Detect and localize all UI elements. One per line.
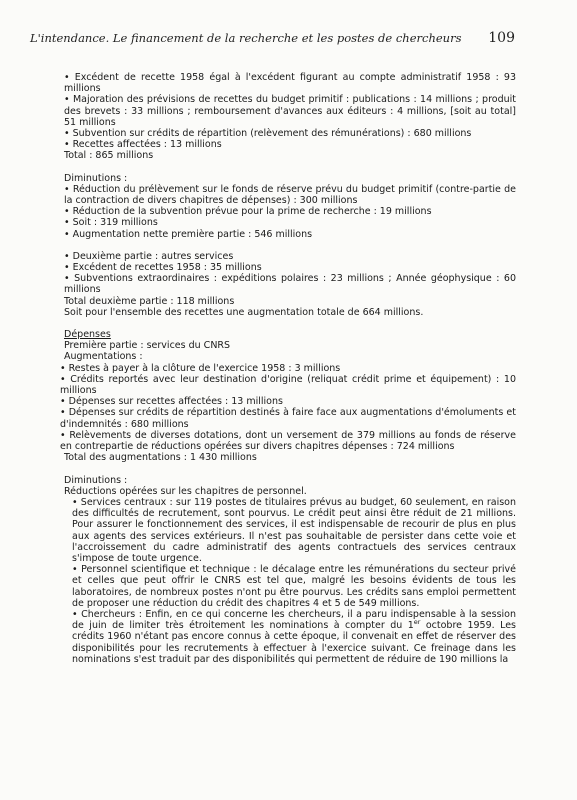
page-body [60, 72, 516, 665]
total-line: Total : 865 millions [64, 150, 154, 162]
chercheurs-text-a: • Chercheurs : Enfin, en ce qui concerne les chercheurs, il a paru indispensable à la session de juin de limiter très étroitement les nominations à compter du 1 [72, 608, 516, 632]
list-item: • Majoration des prévisions de recettes du budget primitif : publications : 14 millions ; produit des brevets : 33 millions ; remboursement d'avances aux éditeurs : 4 millions, [soit au total] 51 millions [64, 94, 516, 128]
list-item: • Dépenses sur recettes affectées : 13 millions [60, 396, 283, 408]
paragraph: Réductions opérées sur les chapitres de personnel. [64, 485, 307, 497]
paragraph-chercheurs [60, 609, 516, 665]
page-header [30, 30, 515, 46]
list-item: • Réduction du prélèvement sur le fonds de réserve prévu du budget primitif (contre-partie de la contraction de divers chapitres de dépenses) : 300 millions [64, 183, 516, 207]
running-head: L'intendance. Le financement de la recherche et les postes de chercheurs [30, 31, 462, 45]
summary-line: Soit pour l'ensemble des recettes une augmentation totale de 664 millions. [64, 306, 424, 318]
subsection-title: Première partie : services du CNRS [64, 340, 231, 352]
list-item: • Soit : 319 millions [64, 217, 158, 229]
chercheurs-text-b: octobre 1959. Les crédits 1960 n'étant pas encore connus à cette époque, il convenait en effet de réserver des disponibilités pour les recrutements à effectuer à l'exercice suivant. Ce freinage dans les nominations s'est traduit par des disponibilités qui permettent de réduire de 190 millions la [72, 620, 516, 665]
paragraph-personnel-scientifique: • Personnel scientifique et technique : le décalage entre les rémunérations du secteur privé et celles que peut offrir le CNRS est tel que, malgré les besoins évidents de tous les laboratoires, de nombreux postes n'ont pu être pourvus. Les crédits sans emploi permettent de proposer une réduction du crédit des chapitres 4 et 5 de 549 millions. [72, 564, 516, 609]
list-item: • Crédits reportés avec leur destination d'origine (reliquat crédit prime et équipement) : 10 millions [60, 373, 516, 397]
list-item: • Augmentation nette première partie : 546 millions [64, 228, 313, 240]
list-item: • Deuxième partie : autres services [64, 250, 234, 262]
list-item: • Relèvements de diverses dotations, dont un versement de 379 millions au fonds de réserve en contrepartie de réductions opérées sur divers chapitres dépenses : 724 millions [60, 429, 516, 453]
list-item: • Subvention sur crédits de répartition (relèvement des rémunérations) : 680 millions [64, 128, 472, 140]
section-label: Diminutions : [64, 172, 128, 184]
ordinal-superscript: er [413, 617, 421, 626]
section-heading: Dépenses [64, 329, 111, 341]
list-item: • Excédent de recette 1958 égal à l'excédent figurant au compte administratif 1958 : 93 millions [64, 72, 516, 95]
total-line: Total deuxième partie : 118 millions [64, 295, 235, 307]
list-item: • Dépenses sur crédits de répartition destinés à faire face aux augmentations d'émoluments et d'indemnités : 680 millions [60, 407, 516, 430]
list-item: • Restes à payer à la clôture de l'exercice 1958 : 3 millions [60, 362, 341, 374]
list-item: • Excédent de recettes 1958 : 35 millions [64, 262, 262, 274]
page-number: 109 [488, 30, 515, 46]
list-item: • Réduction de la subvention prévue pour la prime de recherche : 19 millions [64, 206, 432, 218]
paragraph-services-centraux: • Services centraux : sur 119 postes de titulaires prévus au budget, 60 seulement, en raison des difficultés de recrutement, sont pourvus. Le crédit peut ainsi être réduit de 21 millions. Pour assurer le fonctionnement des services, il est indispensable de recourir de plus en plus aux agents des services extérieurs. Il n'est pas souhaitable de persister dans cette voie et l'accroissement du cadre administratif des agents contractuels des services centraux s'impose de toute urgence. [72, 496, 516, 564]
list-item: • Recettes affectées : 13 millions [64, 139, 222, 151]
section-label: Augmentations : [64, 351, 143, 363]
section-label: Diminutions : [64, 474, 128, 486]
total-line: Total des augmentations : 1 430 millions [64, 452, 257, 464]
list-item: • Subventions extraordinaires : expéditions polaires : 23 millions ; Année géophysique : 60 millions [64, 273, 516, 296]
